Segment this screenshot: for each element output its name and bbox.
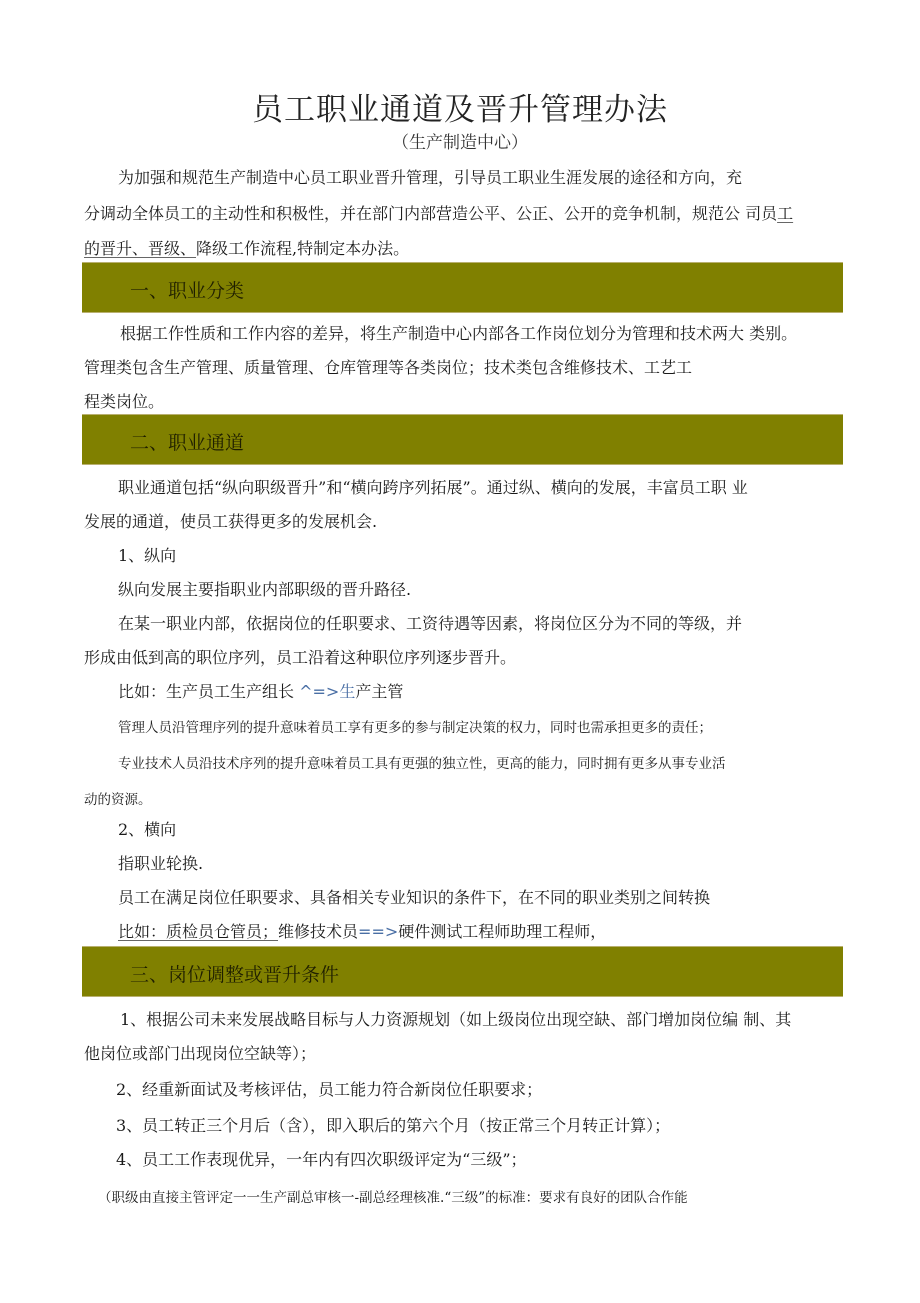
horizontal-example-arrow: ==>: [358, 922, 399, 941]
section-2-intro-2: 发展的通道，使员工获得更多的发展机会.: [84, 512, 378, 531]
document-subtitle: （生产制造中心）: [392, 133, 528, 153]
section-heading-band-3: [82, 946, 843, 997]
section-heading-1: 一、职业分类: [130, 280, 245, 302]
document-title: 员工职业通道及晋升管理办法: [252, 92, 668, 128]
horizontal-example-suffix: 硬件测试工程师助理工程师，: [398, 922, 607, 941]
vertical-title: 1、纵向: [118, 546, 177, 565]
vertical-note-1: 管理人员沿管理序列的提升意味着员工享有更多的参与制定决策的权力，同时也需承担更多的责任；: [118, 720, 712, 736]
section-heading-3: 三、岗位调整或晋升条件: [130, 964, 340, 986]
section-heading-band-1: [82, 262, 843, 313]
condition-item-1b: 他岗位或部门出现岗位空缺等）；: [84, 1044, 317, 1063]
horizontal-line-1: 员工在满足岗位任职要求、具备相关专业知识的条件下，在不同的职业类别之间转换: [118, 888, 711, 907]
intro-line-3: [84, 239, 409, 259]
vertical-example: [118, 682, 403, 702]
vertical-note-3: 动的资源。: [84, 792, 152, 808]
horizontal-example-prefix: 比如：质检员仓管员；: [118, 922, 279, 941]
section-heading-band-2: [82, 414, 843, 465]
horizontal-example-mid: 维修技术员: [278, 922, 359, 941]
section-2-intro-1: 职业通道包括“纵向职级晋升”和“横向跨序列拓展”。通过纵、横向的发展，丰富员工职 业: [118, 478, 748, 497]
vertical-desc: 纵向发展主要指职业内部职级的晋升路径.: [118, 580, 412, 599]
condition-note: （职级由直接主管评定一一生产副总审核一-副总经理核准.“三级”的标准：要求有良好的团队合作能: [98, 1190, 688, 1206]
section-1-line-1: 根据工作性质和工作内容的差异，将生产制造中心内部各工作岗位划分为管理和技术两大 类别。: [120, 324, 798, 343]
intro-line-3-text: 降级工作流程,特制定本办法。: [196, 239, 410, 258]
horizontal-example: [118, 922, 606, 942]
section-1-line-2: 管理类包含生产管理、质量管理、仓库管理等各类岗位；技术类包含维修技术、工艺工: [84, 358, 693, 377]
vertical-example-arrow: ^=>生: [299, 682, 356, 701]
intro-line-2: [84, 204, 793, 224]
condition-item-3: 3、员工转正三个月后（含），即入职后的第六个月（按正常三个月转正计算）；: [116, 1116, 671, 1135]
horizontal-desc: 指职业轮换.: [118, 854, 204, 873]
condition-item-4: 4、员工工作表现优异，一年内有四次职级评定为“三级”；: [116, 1150, 527, 1169]
vertical-line-1: 在某一职业内部，依据岗位的任职要求、工资待遇等因素，将岗位区分为不同的等级，并: [118, 614, 743, 633]
vertical-line-2: 形成由低到高的职位序列，员工沿着这种职位序列逐步晋升。: [84, 648, 517, 667]
horizontal-title: 2、横向: [118, 820, 177, 839]
condition-item-2: 2、经重新面试及考核评估，员工能力符合新岗位任职要求；: [116, 1080, 543, 1099]
section-heading-2: 二、职业通道: [130, 432, 245, 454]
section-1-line-3: 程类岗位。: [84, 392, 165, 411]
condition-item-1a: 1、根据公司未来发展战略目标与人力资源规划（如上级岗位出现空缺、部门增加岗位编 制、其: [120, 1010, 792, 1029]
vertical-example-prefix: 比如：生产员工生产组长: [118, 682, 300, 701]
intro-line-3-underlined: 的晋升、晋级、: [84, 239, 197, 258]
vertical-example-suffix: 产主管: [355, 682, 404, 701]
vertical-note-2: 专业技术人员沿技术序列的提升意味着员工具有更强的独立性，更高的能力，同时拥有更多从事专业活: [118, 756, 726, 772]
intro-line-1: 为加强和规范生产制造中心员工职业晋升管理，引导员工职业生涯发展的途径和方向，充: [118, 168, 743, 187]
intro-line-2-underlined: 工: [777, 204, 794, 223]
intro-line-2-text: 分调动全体员工的主动性和积极性，并在部门内部营造公平、公正、公开的竞争机制，规范公 司员: [84, 204, 778, 223]
